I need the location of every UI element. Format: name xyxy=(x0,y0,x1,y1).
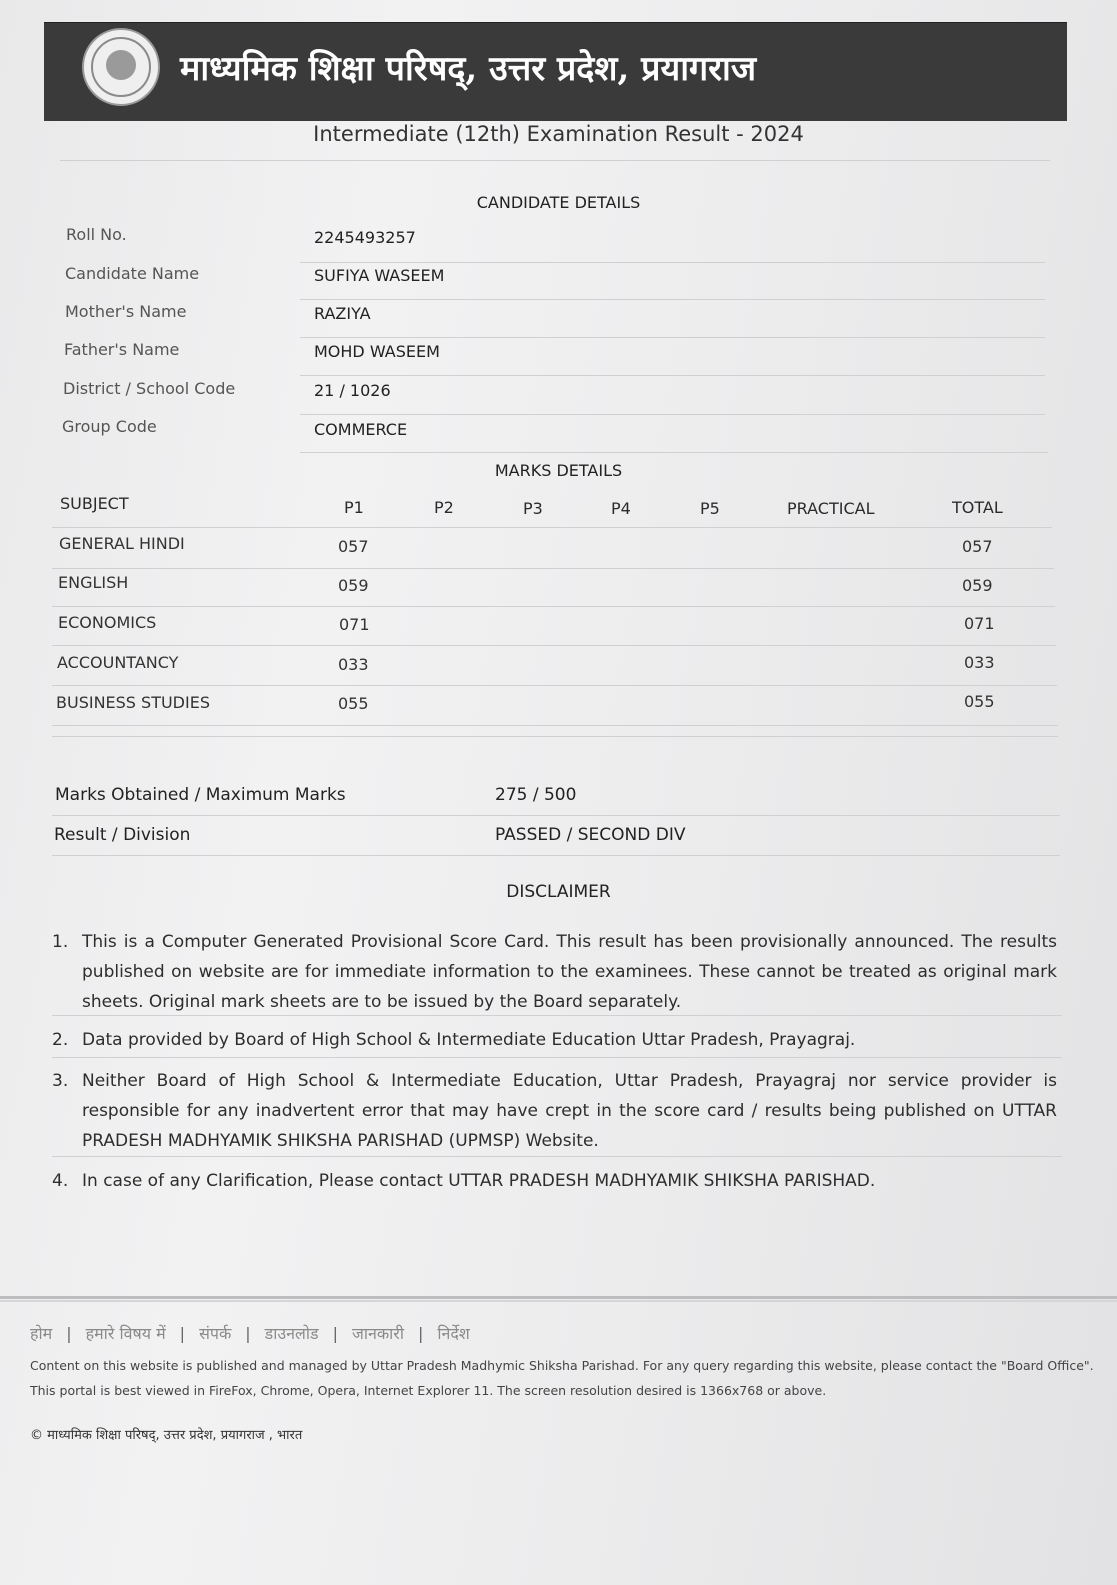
marks-details-heading: MARKS DETAILS xyxy=(494,461,623,480)
nav-link-about[interactable]: हमारे विषय में xyxy=(85,1324,166,1343)
disclaimer-item-number: 2. xyxy=(52,1030,69,1050)
candidate-name-value: SUFIYA WASEEM xyxy=(314,266,445,285)
col-header-practical: PRACTICAL xyxy=(787,499,875,518)
subject-name: ENGLISH xyxy=(58,573,129,592)
col-header-p4: P4 xyxy=(611,499,631,518)
divider xyxy=(52,1015,1062,1016)
nav-link-information[interactable]: जानकारी xyxy=(351,1324,404,1343)
subject-name: GENERAL HINDI xyxy=(59,534,185,553)
result-division-label: Result / Division xyxy=(54,825,191,845)
footer-divider xyxy=(0,1300,1117,1302)
footer-browser-note: This portal is best viewed in FireFox, Chrome, Opera, Internet Explorer 11. The screen resolution desired is 1366x768 or above. xyxy=(30,1383,827,1398)
subject-total: 071 xyxy=(964,614,995,633)
disclaimer-item xyxy=(52,1066,1062,1156)
col-header-p3: P3 xyxy=(523,499,543,518)
father-name-value: MOHD WASEEM xyxy=(314,342,440,361)
divider xyxy=(52,815,1060,816)
footer-copyright: © माध्यमिक शिक्षा परिषद्, उत्तर प्रदेश, प्रयागराज , भारत xyxy=(30,1428,303,1443)
mother-name-value: RAZIYA xyxy=(314,304,371,323)
subject-p1: 057 xyxy=(338,537,369,556)
subject-name: ACCOUNTANCY xyxy=(57,653,179,672)
subject-name: ECONOMICS xyxy=(58,613,157,632)
subject-total: 055 xyxy=(964,692,995,711)
emblem-core xyxy=(106,50,136,80)
disclaimer-item xyxy=(52,1025,1062,1055)
marks-obtained-label: Marks Obtained / Maximum Marks xyxy=(55,785,346,805)
divider xyxy=(52,645,1056,646)
father-name-label: Father's Name xyxy=(64,340,180,359)
col-header-subject: SUBJECT xyxy=(60,494,129,513)
roll-no-value: 2245493257 xyxy=(314,228,416,247)
divider xyxy=(300,299,1045,300)
divider xyxy=(52,527,1052,528)
col-header-p2: P2 xyxy=(434,498,454,517)
divider xyxy=(300,337,1045,338)
mother-name-label: Mother's Name xyxy=(65,302,187,321)
divider xyxy=(52,855,1060,856)
exam-title: Intermediate (12th) Examination Result - 2024 xyxy=(313,122,804,146)
divider xyxy=(300,375,1045,376)
subject-p1: 071 xyxy=(339,615,370,634)
group-code-label: Group Code xyxy=(62,417,157,436)
roll-no-label: Roll No. xyxy=(66,225,127,244)
subject-total: 057 xyxy=(962,537,993,556)
disclaimer-item xyxy=(52,927,1062,1017)
disclaimer-item-text: Data provided by Board of High School & Intermediate Education Uttar Pradesh, Prayagraj. xyxy=(82,1030,856,1050)
board-name: माध्यमिक शिक्षा परिषद्, उत्तर प्रदेश, प्रयागराज xyxy=(180,49,757,89)
col-header-p5: P5 xyxy=(700,499,720,518)
disclaimer-heading: DISCLAIMER xyxy=(506,882,611,902)
disclaimer-item-number: 4. xyxy=(52,1171,69,1191)
divider xyxy=(52,1156,1062,1157)
district-school-code-value: 21 / 1026 xyxy=(314,381,391,400)
nav-link-home[interactable]: होम xyxy=(30,1324,53,1343)
divider xyxy=(60,160,1050,161)
subject-total: 059 xyxy=(962,576,993,595)
divider xyxy=(52,1057,1062,1058)
nav-separator: | xyxy=(417,1324,424,1343)
col-header-total: TOTAL xyxy=(952,498,1003,517)
subject-name: BUSINESS STUDIES xyxy=(56,693,210,712)
disclaimer-item-number: 1. xyxy=(52,932,69,952)
nav-separator: | xyxy=(245,1324,251,1343)
divider xyxy=(300,452,1048,453)
subject-p1: 059 xyxy=(338,576,369,595)
divider xyxy=(52,606,1055,607)
nav-link-download[interactable]: डाउनलोड xyxy=(264,1324,319,1343)
nav-separator: | xyxy=(66,1324,72,1343)
footer-nav xyxy=(30,1322,470,1344)
divider xyxy=(52,736,1058,737)
disclaimer-item-text: Neither Board of High School & Intermediate Education, Uttar Pradesh, Prayagraj nor service provider is responsible for any inadvertent error that may have crept in the score card / results being published on UTTAR PRADESH MADHYAMIK SHIKSHA PARISHAD (UPMSP) Website. xyxy=(82,1071,1057,1151)
subject-p1: 055 xyxy=(338,694,369,713)
divider xyxy=(52,685,1057,686)
footer-divider xyxy=(0,1296,1117,1299)
divider xyxy=(52,725,1058,726)
disclaimer-item-text: This is a Computer Generated Provisional Score Card. This result has been provisionally announced. The results published on website are for immediate information to the examinees. These cannot be treated as original mark sheets. Original mark sheets are to be issued by the Board separately. xyxy=(82,932,1057,1012)
footer-publisher-note: Content on this website is published and managed by Uttar Pradesh Madhymic Shiksha Parishad. For any query regarding this website, please contact the "Board Office". xyxy=(30,1358,1094,1373)
divider xyxy=(52,568,1054,569)
disclaimer-item xyxy=(52,1166,1062,1196)
marks-obtained-value: 275 / 500 xyxy=(495,785,577,805)
candidate-details-heading: CANDIDATE DETAILS xyxy=(476,193,641,212)
candidate-name-label: Candidate Name xyxy=(65,264,200,283)
col-header-p1: P1 xyxy=(344,498,364,517)
result-division-value: PASSED / SECOND DIV xyxy=(495,825,686,845)
divider xyxy=(300,262,1045,263)
subject-p1: 033 xyxy=(338,655,369,674)
nav-link-instructions[interactable]: निर्देश xyxy=(437,1324,470,1343)
nav-link-contact[interactable]: संपर्क xyxy=(199,1324,232,1343)
disclaimer-item-number: 3. xyxy=(52,1071,69,1091)
disclaimer-item-text: In case of any Clarification, Please contact UTTAR PRADESH MADHYAMIK SHIKSHA PARISHAD. xyxy=(82,1171,876,1191)
nav-separator: | xyxy=(332,1324,338,1343)
district-school-code-label: District / School Code xyxy=(63,379,236,398)
subject-total: 033 xyxy=(964,653,995,672)
divider xyxy=(300,414,1045,415)
group-code-value: COMMERCE xyxy=(314,420,408,439)
emblem-logo xyxy=(82,28,160,106)
nav-separator: | xyxy=(179,1324,186,1343)
